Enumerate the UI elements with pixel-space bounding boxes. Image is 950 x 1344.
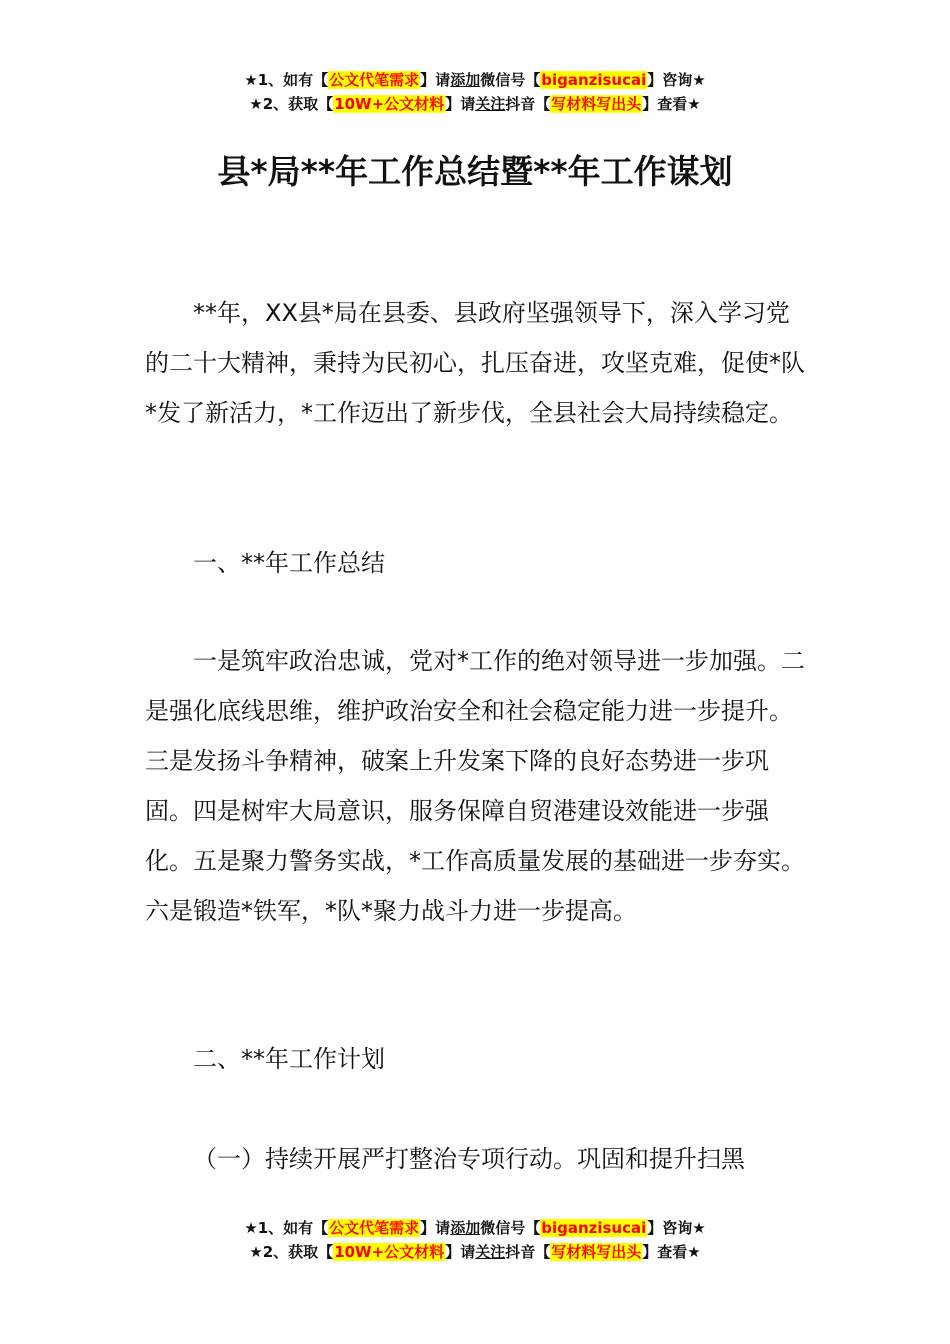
top-banner [0,68,950,116]
banner-text: 】请 [420,71,451,89]
section-heading-text: 一、**年工作总结 [193,549,385,577]
document-title: 县*局**年工作总结暨**年工作谋划 [217,152,733,191]
banner-text: 】咨询★ [647,1219,706,1237]
highlight-douyin-id: 写材料写出头 [551,95,642,113]
section-2-item-1 [145,1134,810,1184]
section-1-body [145,636,810,936]
banner-line-2 [0,1240,950,1264]
highlight-douyin-id: 写材料写出头 [551,1243,642,1261]
highlight-materials: 10W+公文材料 [334,95,445,113]
banner-text: 抖音【 [505,1243,551,1261]
banner-emphasis: 添加 [450,71,481,89]
banner-text: ★2、获取【 [249,95,334,113]
banner-line-2 [0,92,950,116]
banner-text: 抖音【 [505,95,551,113]
bottom-banner [0,1216,950,1264]
banner-text: 】请 [445,1243,476,1261]
intro-text: **年，XX县*局在县委、县政府坚强领导下，深入学习党的二十大精神，秉持为民初心，扎压奋进，攻坚克难，促使*队*发了新活力，*工作迈出了新步伐，全县社会大局持续稳定。 [145,299,805,427]
section-heading-text: 二、**年工作计划 [193,1045,385,1073]
section-1-heading [145,538,810,588]
banner-emphasis: 关注 [475,95,506,113]
banner-text: 】请 [445,95,476,113]
section-2-heading [145,1034,810,1084]
banner-text: 微信号【 [480,71,541,89]
highlight-wechat-id: biganzisucai [541,1219,647,1237]
banner-line-1 [0,68,950,92]
banner-text: 微信号【 [480,1219,541,1237]
section-item-text: （一）持续开展严打整治专项行动。巩固和提升扫黑 [193,1145,745,1173]
banner-emphasis: 关注 [475,1243,506,1261]
banner-text: ★1、如有【 [244,71,329,89]
banner-text: 】咨询★ [647,71,706,89]
banner-line-1 [0,1216,950,1240]
highlight-service: 公文代笔需求 [329,71,420,89]
highlight-wechat-id: biganzisucai [541,71,647,89]
banner-text: ★2、获取【 [249,1243,334,1261]
banner-text: 】查看★ [642,1243,701,1261]
section-body-text: 一是筑牢政治忠诚，党对*工作的绝对领导进一步加强。二是强化底线思维，维护政治安全和社会稳定能力进一步提升。三是发扬斗争精神，破案上升发案下降的良好态势进一步巩固。四是树牢大局意识，服务保障自贸港建设效能进一步强化。五是聚力警务实战，*工作高质量发展的基础进一步夯实。六是锻造*铁军，*队*聚力战斗力进一步提高。 [145,647,805,925]
banner-text: 】请 [420,1219,451,1237]
banner-text: 】查看★ [642,95,701,113]
highlight-materials: 10W+公文材料 [334,1243,445,1261]
banner-text: ★1、如有【 [244,1219,329,1237]
intro-paragraph [145,288,810,438]
highlight-service: 公文代笔需求 [329,1219,420,1237]
banner-emphasis: 添加 [450,1219,481,1237]
